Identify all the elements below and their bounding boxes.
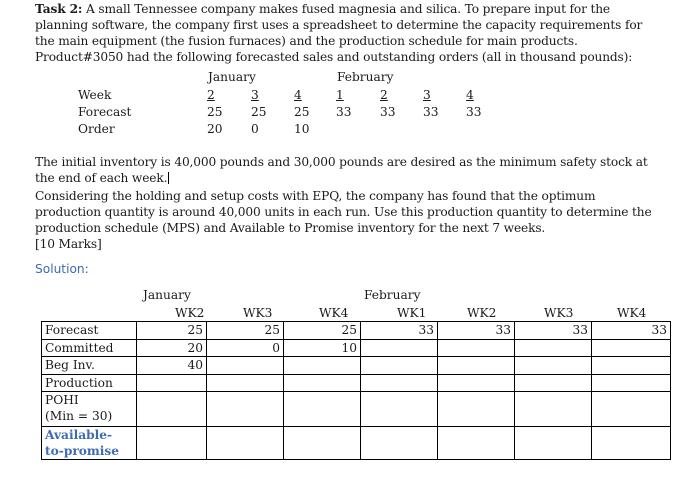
table-cell[interactable] xyxy=(438,339,515,357)
table-cell[interactable]: 25 xyxy=(284,322,361,340)
table-cell[interactable]: 33 xyxy=(515,322,592,340)
input-week-cell: 1 xyxy=(336,88,344,102)
table-row-atp xyxy=(42,427,671,460)
task-paragraph-3 xyxy=(35,188,665,252)
row-label: Production xyxy=(42,374,137,392)
table-cell[interactable] xyxy=(438,374,515,392)
table-cell[interactable] xyxy=(515,427,592,460)
input-forecast-cell: 33 xyxy=(336,105,352,119)
row-label: Committed xyxy=(42,339,137,357)
table-cell[interactable] xyxy=(361,392,438,427)
table-cell[interactable] xyxy=(438,392,515,427)
table-cell[interactable] xyxy=(284,357,361,375)
input-forecast-cell: 25 xyxy=(207,105,223,119)
input-week-cell: 2 xyxy=(380,88,388,102)
table-cell[interactable] xyxy=(438,357,515,375)
table-cell[interactable]: 33 xyxy=(361,322,438,340)
table-cell[interactable] xyxy=(592,427,671,460)
table-cell[interactable] xyxy=(284,427,361,460)
table-cell[interactable] xyxy=(361,374,438,392)
task-title: Task 2: xyxy=(35,2,83,16)
input-week-cell: 4 xyxy=(466,88,474,102)
table-cell[interactable]: 0 xyxy=(207,339,284,357)
table-cell[interactable]: 25 xyxy=(207,322,284,340)
table-row-forecast xyxy=(42,322,671,340)
input-month-february: February xyxy=(337,70,394,84)
table-cell[interactable]: 33 xyxy=(592,322,671,340)
input-month-january: January xyxy=(208,70,256,84)
marks-text: [10 Marks] xyxy=(35,237,102,251)
input-week-cell: 3 xyxy=(423,88,431,102)
table-cell[interactable] xyxy=(438,427,515,460)
table-cell[interactable] xyxy=(515,374,592,392)
row-label-line2: (Min = 30) xyxy=(45,409,113,423)
table-row-beg-inv xyxy=(42,357,671,375)
table-row-production xyxy=(42,374,671,392)
row-label xyxy=(42,392,137,427)
table-cell[interactable]: 25 xyxy=(137,322,207,340)
input-forecast-cell: 33 xyxy=(466,105,482,119)
table-row-committed xyxy=(42,339,671,357)
table-cell[interactable] xyxy=(137,392,207,427)
table-cell[interactable] xyxy=(592,392,671,427)
week-header: WK3 xyxy=(243,306,273,320)
solution-label: Solution: xyxy=(35,262,89,276)
input-forecast-cell: 25 xyxy=(251,105,267,119)
table-cell[interactable] xyxy=(515,357,592,375)
table-cell[interactable] xyxy=(207,374,284,392)
input-forecast-cell: 33 xyxy=(423,105,439,119)
table-cell[interactable] xyxy=(207,427,284,460)
mps-solution-table xyxy=(41,321,671,460)
table-cell[interactable] xyxy=(515,392,592,427)
input-week-cell: 2 xyxy=(207,88,215,102)
input-row-label-week: Week xyxy=(78,88,112,102)
table-cell[interactable] xyxy=(592,339,671,357)
table-cell[interactable]: 20 xyxy=(137,339,207,357)
row-label-line2: to-promise xyxy=(45,444,120,458)
table-cell[interactable] xyxy=(137,374,207,392)
solution-month-january: January xyxy=(143,288,191,302)
input-row-label-order: Order xyxy=(78,122,115,136)
table-cell[interactable] xyxy=(515,339,592,357)
row-label: Forecast xyxy=(42,322,137,340)
table-cell[interactable] xyxy=(207,357,284,375)
week-header: WK2 xyxy=(175,306,205,320)
task-paragraph-2 xyxy=(35,154,665,186)
table-cell[interactable]: 40 xyxy=(137,357,207,375)
solution-month-february: February xyxy=(364,288,421,302)
row-label xyxy=(42,427,137,460)
input-forecast-cell: 33 xyxy=(380,105,396,119)
input-row-label-forecast: Forecast xyxy=(78,105,132,119)
production-quantity-text: Considering the holding and setup costs with EPQ, the company has found that the optimum production quantity is around 40,000 units in each run. Use this production quantity to determine the production schedule (MPS) and Available to Promise inventory for the next 7 weeks. xyxy=(35,189,652,235)
table-cell[interactable] xyxy=(207,392,284,427)
table-cell[interactable] xyxy=(361,357,438,375)
row-label: Beg Inv. xyxy=(42,357,137,375)
row-label-line1: POHI xyxy=(45,393,79,407)
week-header: WK4 xyxy=(617,306,647,320)
input-order-cell: 10 xyxy=(294,122,310,136)
table-cell[interactable] xyxy=(592,374,671,392)
input-order-cell: 20 xyxy=(207,122,223,136)
text-cursor xyxy=(168,172,169,184)
initial-inventory-text: The initial inventory is 40,000 pounds and 30,000 pounds are desired as the minimum safety stock at the end of each week. xyxy=(35,155,648,185)
row-label-line1: Available- xyxy=(45,428,113,442)
input-order-cell: 0 xyxy=(251,122,259,136)
table-cell[interactable]: 33 xyxy=(438,322,515,340)
week-header: WK4 xyxy=(319,306,349,320)
input-week-cell: 3 xyxy=(251,88,259,102)
input-forecast-cell: 25 xyxy=(294,105,310,119)
week-header: WK3 xyxy=(544,306,574,320)
week-header: WK2 xyxy=(467,306,497,320)
input-week-cell: 4 xyxy=(294,88,302,102)
table-cell[interactable]: 10 xyxy=(284,339,361,357)
week-header: WK1 xyxy=(397,306,427,320)
table-cell[interactable] xyxy=(361,339,438,357)
task-intro-text: A small Tennessee company makes fused magnesia and silica. To prepare input for the planning software, the company first uses a spreadsheet to determine the capacity requirements for the main equipment (the fusion furnaces) and the production schedule for main products. Product#3050 had the following forecasted sales and outstanding orders (all in thousand pounds): xyxy=(35,2,643,64)
table-cell[interactable] xyxy=(137,427,207,460)
table-cell[interactable] xyxy=(284,392,361,427)
table-cell[interactable] xyxy=(284,374,361,392)
table-cell[interactable] xyxy=(592,357,671,375)
table-row-pohi xyxy=(42,392,671,427)
table-cell[interactable] xyxy=(361,427,438,460)
task-paragraph-1 xyxy=(35,1,665,65)
